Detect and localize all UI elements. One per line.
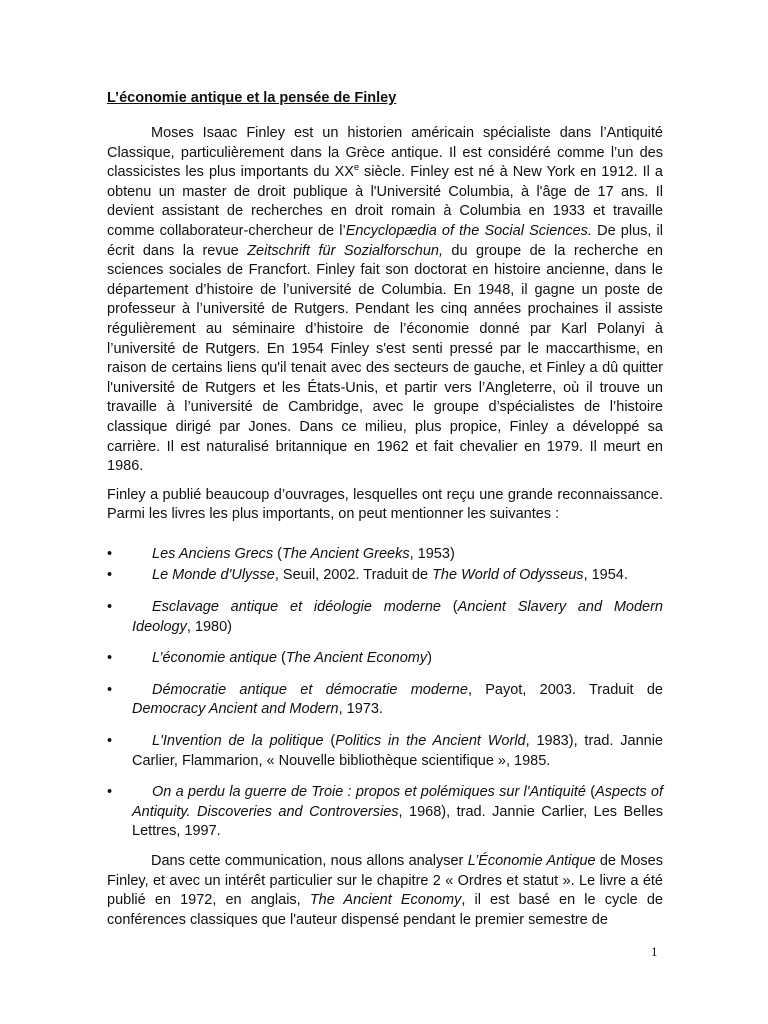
paragraph-publications: Finley a publié beaucoup d’ouvrages, lesquelles ont reçu une grande reconnaissance. Parmi les livres les plus importants, on peut mentionner les suivantes :: [107, 486, 663, 523]
text-run: De plus, il écrit dans la revue: [107, 222, 663, 259]
book-original-title: Democracy Ancient and Modern: [132, 701, 339, 718]
book-title: L’économie antique: [152, 650, 277, 667]
list-item: • Démocratie antique et démocratie moderne, Payot, 2003. Traduit de Democracy Ancient and Modern, 1973.: [107, 681, 663, 718]
italic-text: Encyclopædia of the Social Sciences.: [345, 222, 592, 239]
bullet-icon: •: [107, 650, 113, 667]
bullet-icon: •: [107, 599, 113, 616]
list-item: • Les Anciens Grecs (The Ancient Greeks, 1953): [107, 545, 663, 565]
document-title: L’économie antique et la pensée de Finley: [107, 90, 397, 106]
book-original-title: The World of Odysseus: [432, 567, 584, 584]
list-item: • Esclavage antique et idéologie moderne (Ancient Slavery and Modern Ideology, 1980): [107, 599, 663, 635]
book-title: Les Anciens Grecs: [152, 545, 274, 562]
text-run: Moses Isaac Finley est un historien américain spécialiste dans l’Antiquité Classique, particulièrement dans la Grèce antique. Il est considéré comme l’un des classicistes les plus importants du XX: [107, 125, 663, 181]
book-original-title: The Ancient Economy: [285, 650, 428, 667]
book-original-title: Ancient Slavery and Modern Ideology: [132, 599, 663, 635]
list-item: • On a perdu la guerre de Troie : propos et polémiques sur l'Antiquité (Aspects of Antiquity. Discoveries and Controversies, 1968), trad. Jannie Carlier, Les Belles Lettres, 1997.: [107, 784, 664, 840]
book-original-title: The Ancient Greeks: [282, 545, 410, 562]
italic-text: L’Économie Antique: [467, 853, 596, 869]
italic-text: The Ancient Economy: [309, 892, 462, 909]
page-number: 1: [651, 944, 658, 959]
bullet-icon: •: [107, 784, 113, 801]
book-original-title: Aspects of Antiquity. Discoveries and Controversies: [132, 784, 664, 820]
text-run: du groupe de la recherche en sciences sociales de Francfort. Finley fait son doctorat en histoire ancienne, dans le département d’histoire de l’université de Columbia. En 1948, il gagne un poste de professeur à l’université de Rutgers. Pendant les cinq années prochaines il assiste régulièrement au séminaire d’histoire de l’économie donné par Karl Polanyi à l’université de Rutgers. En 1954 Finley s'est senti pressé par le maccarthisme, en raison de certains liens qu'il tenait avec des secteurs de gauche, et Finley a dû quitter l'université de Rutgers et les États-Unis, et partir vers l’Angleterre, où il trouve un travaille à l’université de Cambridge, avec le groupe d’spécialistes de l’histoire classique dirigé par Jones. Dans ce milieu, plus propice, Finley a développé sa carrière. Il est naturalisé britannique en 1962 et fait chevalier en 1979. Il meurt en 1986.: [107, 242, 663, 475]
book-title: Démocratie antique et démocratie moderne: [152, 681, 468, 698]
text-run: Dans cette communication, nous allons analyser: [151, 853, 468, 869]
bullet-icon: •: [107, 681, 113, 698]
book-title: Le Monde d'Ulysse: [152, 567, 275, 584]
list-item: • L’économie antique (The Ancient Economy): [107, 649, 663, 669]
text-run: , il est basé en le cycle de conférences classiques que l'auteur dispensé pendant le premier semestre de: [107, 892, 663, 928]
bullet-icon: •: [107, 545, 113, 562]
superscript: e: [353, 162, 359, 173]
book-title: On a perdu la guerre de Troie : propos et polémiques sur l'Antiquité: [152, 784, 586, 801]
book-title: Esclavage antique et idéologie moderne: [152, 599, 441, 616]
text-run: siècle. Finley est né à New York en 1912. Il a obtenu un master de droit publique à l'Université Columbia, à l'âge de 17 ans. Il devient assistant de recherches en droit romain à Columbia en 1933 et travaille comme collaborateur-chercheur de l’: [107, 164, 663, 239]
book-list: [107, 545, 663, 842]
list-item: • Le Monde d'Ulysse, Seuil, 2002. Traduit de The World of Odysseus, 1954.: [107, 566, 663, 586]
italic-text: Zeitschrift für Sozialforschun,: [247, 242, 443, 259]
book-original-title: Politics in the Ancient World: [335, 733, 526, 750]
book-title: L'Invention de la politique: [152, 733, 324, 750]
document-page: [107, 88, 663, 930]
bullet-icon: •: [107, 733, 113, 750]
bullet-icon: •: [107, 567, 113, 584]
list-item: • L'Invention de la politique (Politics in the Ancient World, 1983), trad. Jannie Carlier, Flammarion, « Nouvelle bibliothèque scientifique », 1985.: [107, 733, 663, 769]
paragraph-communication: [107, 852, 663, 930]
text-run: de Moses Finley, et avec un intérêt particulier sur le chapitre 2 « Ordres et statut ». Le livre a été publié en 1972, en anglais,: [107, 853, 663, 909]
paragraph-biography: [107, 124, 663, 477]
